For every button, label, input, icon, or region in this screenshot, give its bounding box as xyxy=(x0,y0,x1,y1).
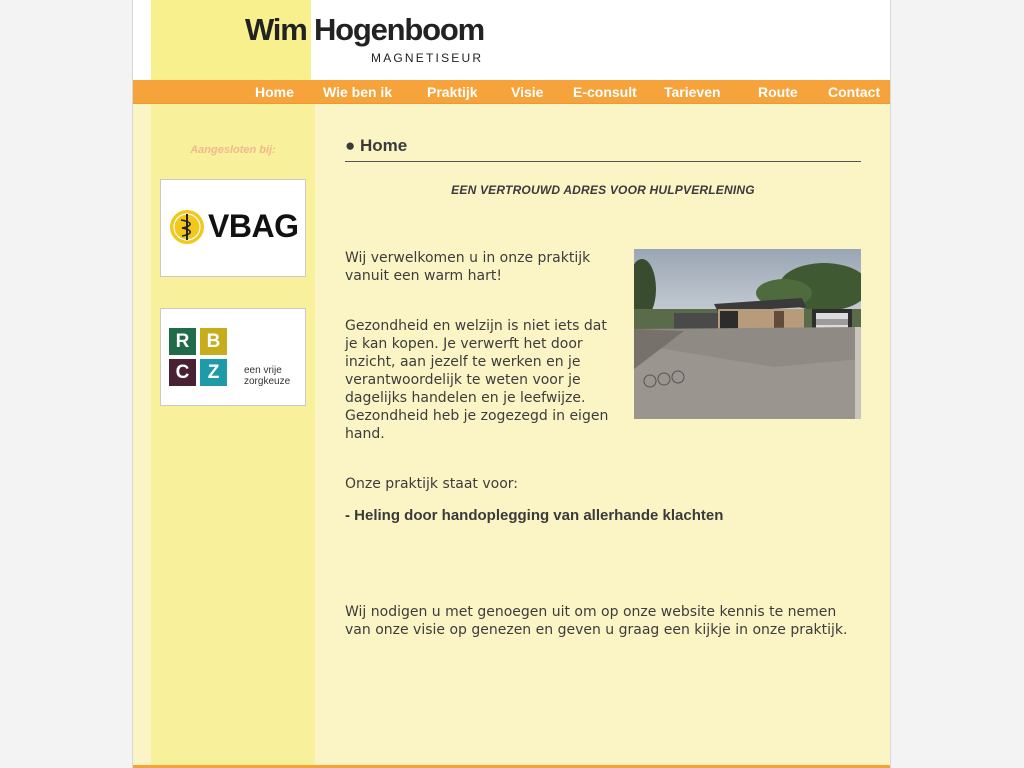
rbcz-logo-link[interactable] xyxy=(160,308,306,406)
health-paragraph: Gezondheid en welzijn is niet iets dat je kan kopen. Je verwerft het door inzicht, aan jezelf te werken en je verantwoordelijk te weten voor je dagelijks handelen en je leefwijze. Gezondheid heb je zogezegd in eigen hand. xyxy=(345,318,609,442)
intro-paragraph: Wij verwelkomen u in onze praktijk vanuit een warm hart! xyxy=(345,250,591,284)
page-title: ● Home xyxy=(345,136,408,155)
nav-item-tarieven[interactable]: Tarieven xyxy=(664,84,721,100)
vbag-symbol-icon xyxy=(169,209,205,245)
vbag-text: VBAG xyxy=(208,208,299,244)
tagline: EEN VERTROUWD ADRES VOOR HULPVERLENING xyxy=(451,183,755,197)
practice-intro: Onze praktijk staat voor: xyxy=(345,476,518,492)
rbcz-tile-b: B xyxy=(200,328,227,355)
vbag-logo-link[interactable] xyxy=(160,179,306,277)
rbcz-tile-c: C xyxy=(169,359,196,386)
main-nav xyxy=(133,80,890,104)
practice-photo xyxy=(634,249,861,419)
nav-item-wie-ben-ik[interactable]: Wie ben ik xyxy=(323,84,393,100)
rbcz-caption-line1: een vrije xyxy=(244,365,282,376)
logo-subtitle: MAGNETISEUR xyxy=(371,51,484,65)
rbcz-caption xyxy=(244,365,290,387)
nav-item-praktijk[interactable]: Praktijk xyxy=(427,84,478,100)
title-divider xyxy=(345,161,861,162)
practice-building-image xyxy=(634,249,861,419)
page-container xyxy=(132,0,891,768)
logo-name[interactable]: Wim Hogenboom xyxy=(245,12,484,47)
sidebar-label: Aangesloten bij: xyxy=(190,144,276,156)
nav-item-visie[interactable]: Visie xyxy=(511,84,544,100)
site-header xyxy=(133,0,890,80)
nav-item-route[interactable]: Route xyxy=(758,84,798,100)
rbcz-tile-r: R xyxy=(169,328,196,355)
rbcz-caption-line2: zorgkeuze xyxy=(244,376,291,387)
sidebar xyxy=(151,104,315,765)
healing-statement: - Heling door handoplegging van allerhande klachten xyxy=(345,507,724,524)
rbcz-tile-z: Z xyxy=(200,359,227,386)
nav-item-e-consult[interactable]: E-consult xyxy=(573,84,637,100)
nav-item-contact[interactable]: Contact xyxy=(828,84,881,100)
invitation-paragraph: Wij nodigen u met genoegen uit om op onze website kennis te nemen van onze visie op genezen en geven u graag een kijkje in onze praktijk. xyxy=(345,604,848,638)
nav-item-home[interactable]: Home xyxy=(255,84,294,100)
